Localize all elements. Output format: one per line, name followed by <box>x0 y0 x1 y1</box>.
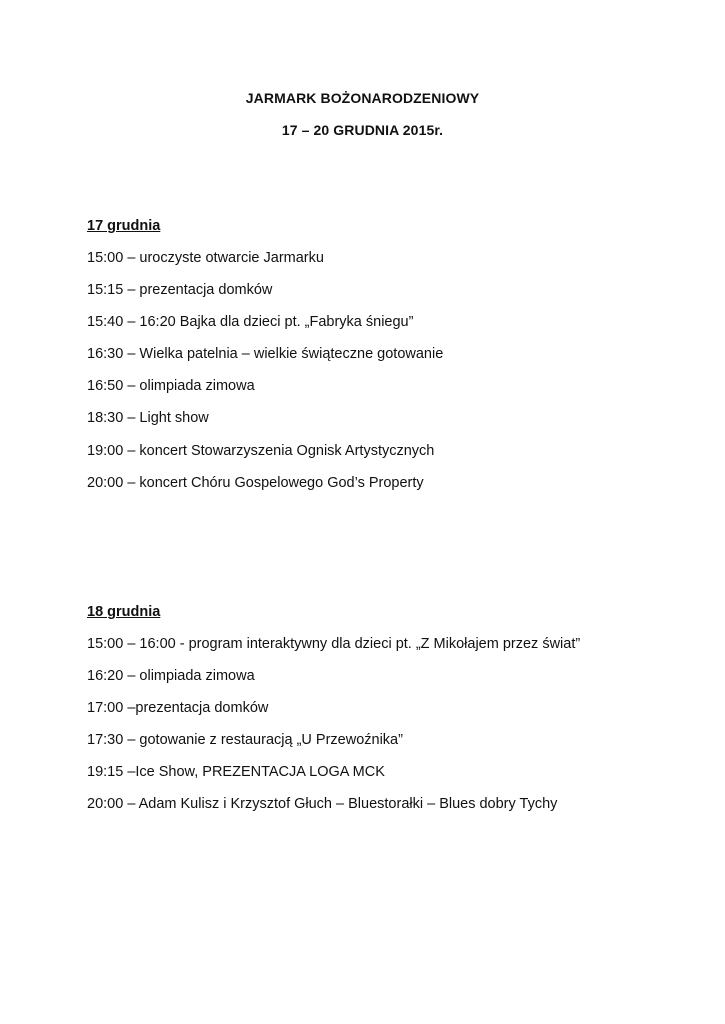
day-section-18 <box>87 602 687 827</box>
schedule-entry: 17:30 – gotowanie z restauracją „U Przewoźnika” <box>87 732 403 749</box>
schedule-list <box>87 634 687 827</box>
schedule-list <box>87 248 687 505</box>
schedule-entry: 16:50 – olimpiada zimowa <box>87 378 255 395</box>
document-dates: 17 – 20 GRUDNIA 2015r. <box>281 122 444 138</box>
schedule-entry: 20:00 – Adam Kulisz i Krzysztof Głuch – Bluestorałki – Blues dobry Tychy <box>87 796 558 813</box>
schedule-entry: 15:15 – prezentacja domków <box>87 282 273 299</box>
schedule-entry: 16:30 – Wielka patelnia – wielkie świąteczne gotowanie <box>87 346 444 363</box>
schedule-entry: 15:00 – 16:00 - program interaktywny dla dzieci pt. „Z Mikołajem przez świat” <box>87 636 581 652</box>
day-heading: 17 grudnia <box>87 218 161 234</box>
schedule-entry: 19:00 – koncert Stowarzyszenia Ognisk Artystycznych <box>87 442 435 459</box>
schedule-entry: 15:40 – 16:20 Bajka dla dzieci pt. „Fabryka śniegu” <box>87 314 414 331</box>
schedule-entry: 19:15 –Ice Show, PREZENTACJA LOGA MCK <box>87 764 385 781</box>
schedule-entry: 18:30 – Light show <box>87 410 209 427</box>
schedule-entry: 17:00 –prezentacja domków <box>87 700 269 717</box>
schedule-entry: 20:00 – koncert Chóru Gospelowego God’s Property <box>87 474 424 491</box>
day-section-17 <box>87 216 687 505</box>
document-title: JARMARK BOŻONARODZENIOWY <box>245 90 480 106</box>
day-heading: 18 grudnia <box>87 604 161 620</box>
schedule-entry: 15:00 – uroczyste otwarcie Jarmarku <box>87 250 324 266</box>
schedule-entry: 16:20 – olimpiada zimowa <box>87 668 255 685</box>
